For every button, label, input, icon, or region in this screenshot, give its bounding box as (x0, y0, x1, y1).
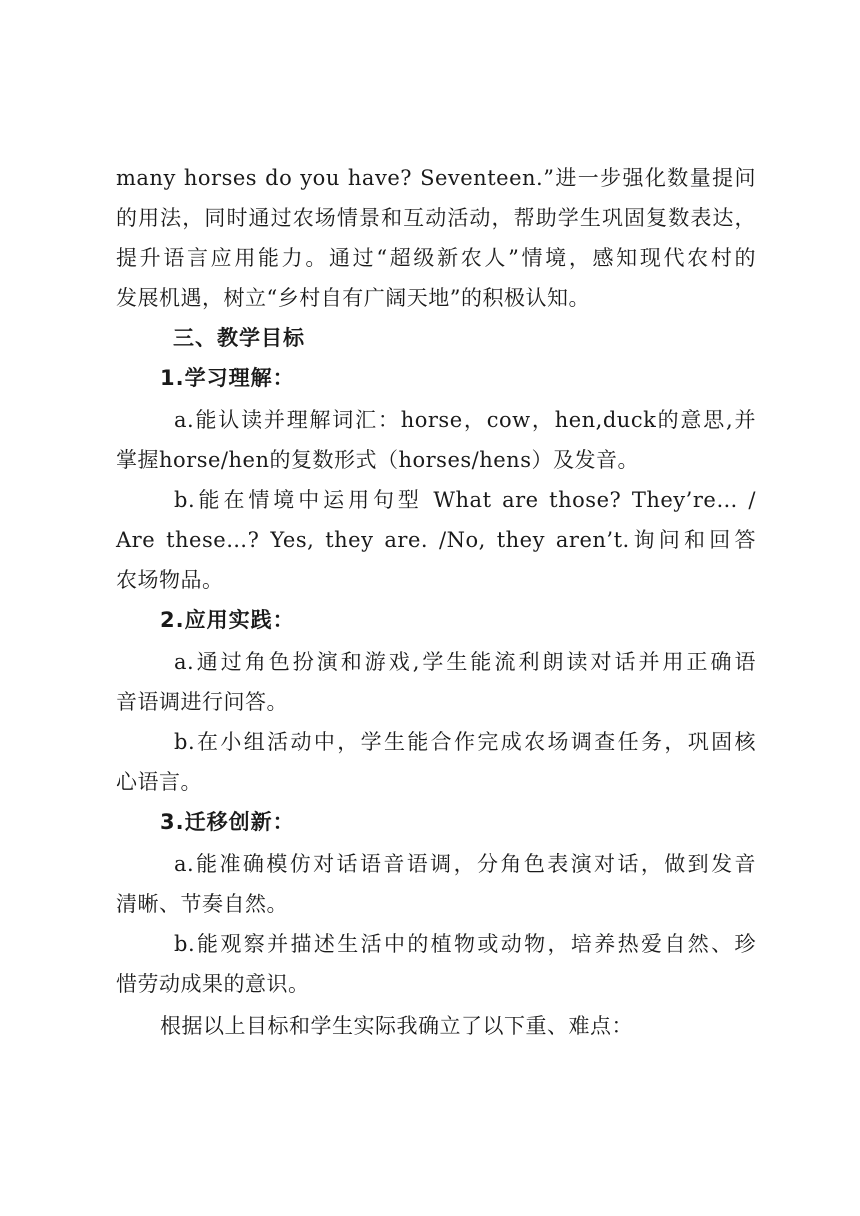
goal-item-line: a.能认读并理解词汇：horse，cow，hen,duck的意思,并 (174, 408, 756, 432)
goal-item-line: 音语调进行问答。 (116, 690, 288, 714)
goal-item-line: a.通过角色扮演和游戏,学生能流利朗读对话并用正确语 (174, 650, 756, 674)
paragraph-line: 发展机遇，树立“乡村自有广阔天地”的积极认知。 (116, 286, 590, 310)
closing-line: 根据以上目标和学生实际我确立了以下重、难点： (160, 1014, 633, 1038)
goal-item-line: 清晰、节奏自然。 (116, 892, 288, 916)
goal-item-line: 心语言。 (116, 770, 202, 794)
goal-item-line: 惜劳动成果的意识。 (116, 972, 310, 996)
goal-item-line: a.能准确模仿对话语音语调，分角色表演对话，做到发音 (174, 852, 756, 876)
section-title: 三、教学目标 (173, 326, 305, 350)
goal-item-line: 掌握horse/hen的复数形式（horses/hens）及发音。 (116, 448, 639, 472)
paragraph-line: 的用法，同时通过农场情景和互动活动，帮助学生巩固复数表达， (116, 206, 756, 230)
goal-item-line: Are these…? Yes, they are. /No, they aren’t.询问和回答 (116, 528, 756, 552)
goal-item-line: b.能观察并描述生活中的植物或动物，培养热爱自然、珍 (174, 932, 756, 956)
goal-item-line: 农场物品。 (116, 568, 224, 592)
goal-title: 1.学习理解： (160, 366, 295, 390)
goal-item-line: b.在小组活动中，学生能合作完成农场调查任务，巩固核 (174, 730, 756, 754)
paragraph-line: 提升语言应用能力。通过“超级新农人”情境，感知现代农村的 (116, 246, 756, 270)
goal-item-line: b.能在情境中运用句型 What are those? They’re… / (174, 488, 756, 512)
paragraph-line: many horses do you have? Seventeen.”进一步强化数量提问 (116, 166, 756, 190)
goal-title: 2.应用实践： (160, 608, 295, 632)
goal-title: 3.迁移创新： (160, 810, 295, 834)
